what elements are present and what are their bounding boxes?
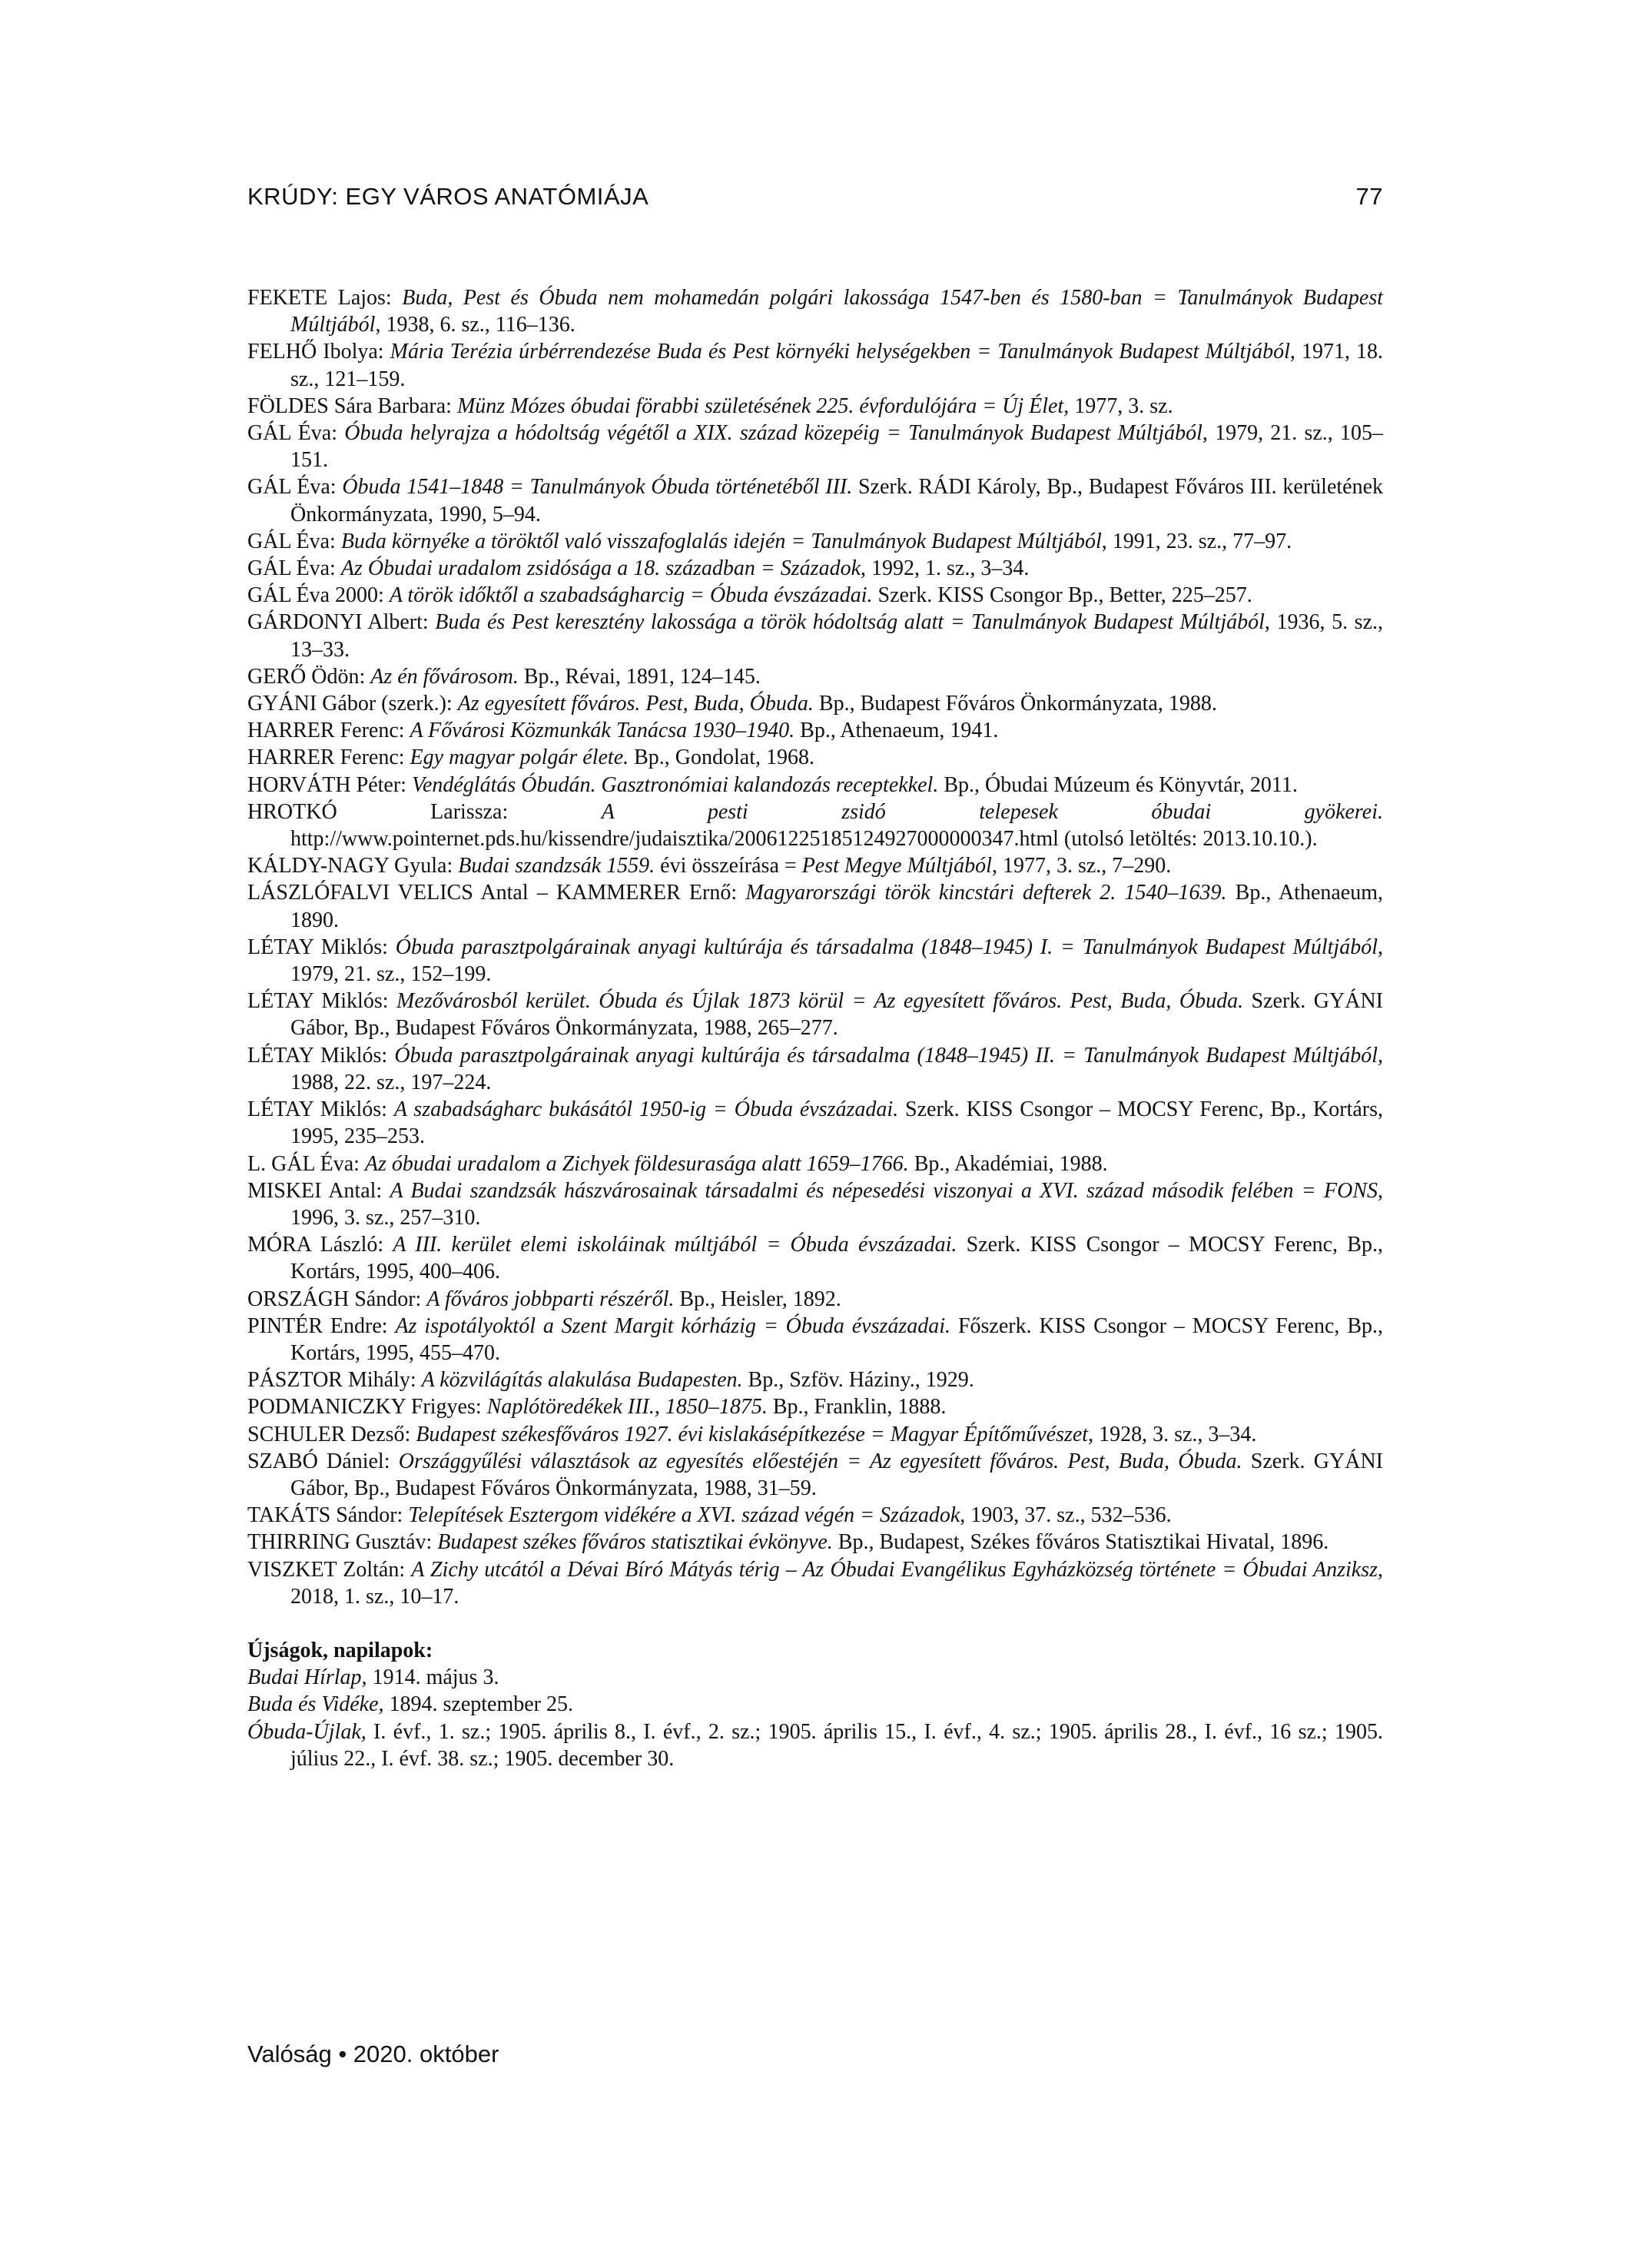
- reference-part: Az óbudai uradalom a Zichyek földesurasága alatt 1659–1766.: [364, 1151, 909, 1176]
- reference-part: Vendéglátás Óbudán. Gasztronómiai kalandozás receptekkel.: [411, 772, 939, 797]
- reference-entry: [247, 852, 1383, 879]
- reference-entry: [247, 528, 1383, 555]
- reference-entry: [247, 420, 1383, 473]
- reference-part: GÁRDONYI Albert:: [247, 610, 436, 635]
- reference-entry: [247, 934, 1383, 988]
- reference-part: , 1996, 3. sz., 257–310.: [290, 1178, 1383, 1230]
- reference-part: A török időktől a szabadságharcig = Óbuda évszázadai.: [389, 583, 873, 608]
- reference-part: A közvilágítás alakulása Budapesten.: [421, 1368, 743, 1393]
- reference-part: GÁL Éva:: [247, 529, 341, 553]
- reference-part: Pest Megye Múltjából: [801, 854, 992, 878]
- newspaper-part: Budai Hírlap,: [247, 1665, 367, 1690]
- reference-part: , 1991, 23. sz., 77–97.: [1101, 529, 1292, 553]
- reference-part: THIRRING Gusztáv:: [247, 1530, 438, 1555]
- reference-part: A pesti zsidó telepesek óbudai gyökerei.: [601, 799, 1383, 824]
- reference-part: Bp., Szföv. Háziny., 1929.: [742, 1368, 974, 1393]
- reference-entry: [247, 690, 1383, 717]
- reference-part: Naplótöredékek III., 1850–1875.: [486, 1395, 768, 1420]
- reference-part: PINTÉR Endre:: [247, 1313, 396, 1338]
- reference-part: Bp., Akadémiai, 1988.: [908, 1151, 1108, 1176]
- reference-part: , 1992, 1. sz., 3–34.: [861, 556, 1030, 581]
- reference-part: Münz Mózes óbudai förabbi születésének 225. évfordulójára = Új Élet: [456, 393, 1064, 418]
- reference-part: KÁLDY-NAGY Gyula:: [247, 854, 459, 878]
- bibliography: [247, 284, 1383, 1772]
- reference-part: Szerk. GYÁNI Gábor, Bp., Budapest Főváros Önkormányzata, 1988, 265–277.: [290, 989, 1384, 1041]
- reference-part: , 1988, 22. sz., 197–224.: [290, 1043, 1383, 1094]
- reference-part: MÓRA László:: [247, 1233, 393, 1257]
- reference-entry: [247, 988, 1383, 1041]
- reference-entry: [247, 393, 1383, 420]
- reference-part: SCHULER Dezső:: [247, 1422, 416, 1446]
- reference-part: , 1936, 5. sz., 13–33.: [290, 610, 1384, 662]
- reference-part: Mezővárosból kerület. Óbuda és Újlak 1873 körül = Az egyesített főváros. Pest, Buda, Óbuda.: [396, 989, 1244, 1014]
- reference-part: Buda és Pest keresztény lakossága a török hódoltság alatt = Tanulmányok Budapest Múltjából: [435, 610, 1265, 635]
- reference-entry: [247, 609, 1383, 662]
- reference-part: Szerk. KISS Csongor – MOCSY Ferenc, Bp., Kortárs, 1995, 235–253.: [290, 1097, 1383, 1149]
- reference-part: PÁSZTOR Mihály:: [247, 1368, 422, 1393]
- reference-entry: [247, 1231, 1383, 1285]
- newspaper-part: Buda és Vidéke,: [247, 1692, 384, 1717]
- reference-part: Bp., Franklin, 1888.: [767, 1395, 947, 1420]
- reference-part: MISKEI Antal:: [247, 1178, 390, 1203]
- reference-entry: [247, 799, 1383, 852]
- reference-part: A Zichy utcától a Dévai Bíró Mátyás térig – Az Óbudai Evangélikus Egyházközség története = Óbudai Anziksz: [411, 1557, 1378, 1582]
- reference-part: Óbuda 1541–1848 = Tanulmányok Óbuda történetéből III.: [342, 475, 853, 500]
- reference-part: Az egyesített főváros. Pest, Buda, Óbuda.: [457, 692, 814, 716]
- reference-part: Szerk. RÁDI Károly, Bp., Budapest Főváros III. kerületének Önkormányzata, 1990, 5–94.: [290, 475, 1383, 526]
- reference-part: LÉTAY Miklós:: [247, 935, 396, 959]
- reference-part: , 2018, 1. sz., 10–17.: [290, 1557, 1383, 1609]
- reference-part: , 1977, 3. sz., 7–290.: [991, 854, 1172, 878]
- reference-entry: [247, 1177, 1383, 1231]
- reference-part: Bp., Óbudai Múzeum és Könyvtár, 2011.: [938, 772, 1298, 797]
- reference-part: Bp., Budapest, Székes főváros Statisztikai Hivatal, 1896.: [832, 1530, 1329, 1555]
- reference-part: , 1979, 21. sz., 105–151.: [290, 421, 1383, 473]
- newspaper-entry: [247, 1691, 1383, 1718]
- newspapers-heading: Újságok, napilapok:: [247, 1638, 433, 1662]
- reference-entry: [247, 879, 1383, 933]
- reference-entry: [247, 1556, 1383, 1610]
- reference-entry: [247, 284, 1383, 338]
- reference-entry: [247, 1313, 1383, 1366]
- reference-part: GYÁNI Gábor (szerk.):: [247, 692, 458, 716]
- reference-part: Buda környéke a töröktől való visszafoglalás idején = Tanulmányok Budapest Múltjából: [340, 529, 1102, 553]
- reference-part: Az Óbudai uradalom zsidósága a 18. században = Századok: [340, 556, 861, 581]
- reference-part: PODMANICZKY Frigyes:: [247, 1395, 487, 1420]
- reference-part: Bp., Athenaeum, 1890.: [290, 881, 1384, 932]
- newspaper-entry: [247, 1664, 1383, 1691]
- reference-part: FEKETE Lajos:: [247, 286, 403, 310]
- reference-entry: [247, 1529, 1383, 1556]
- reference-part: , 1971, 18. sz., 121–159.: [290, 340, 1383, 391]
- reference-entry: [247, 1151, 1383, 1177]
- reference-part: SZABÓ Dániel:: [247, 1449, 399, 1473]
- reference-part: Bp., Athenaeum, 1941.: [794, 719, 999, 743]
- reference-entry: [247, 772, 1383, 799]
- reference-part: Bp., Heisler, 1892.: [674, 1287, 841, 1311]
- reference-part: , 1928, 3. sz., 3–34.: [1088, 1422, 1257, 1446]
- reference-part: Szerk. KISS Csongor – MOCSY Ferenc, Bp., Kortárs, 1995, 400–406.: [290, 1233, 1383, 1284]
- newspaper-part: I. évf., 1. sz.; 1905. április 8., I. évf., 2. sz.; 1905. április 15., I. évf., 4. sz.; 1905. április 28., I. évf., 16 sz.; 1905. július 22., I. évf. 38. sz.; 1905. december 30.: [290, 1719, 1383, 1771]
- reference-part: LÉTAY Miklós:: [247, 1097, 394, 1122]
- footer: Valóság • 2020. október: [247, 2041, 499, 2067]
- reference-entry: [247, 1286, 1383, 1313]
- reference-part: Mária Terézia úrbérrendezése Buda és Pest környéki helységekben = Tanulmányok Budapest Múltjából: [390, 340, 1290, 364]
- reference-entry: [247, 473, 1383, 527]
- reference-part: HARRER Ferenc:: [247, 745, 410, 770]
- reference-entry: [247, 744, 1383, 771]
- newspaper-part: Óbuda-Újlak,: [247, 1719, 367, 1744]
- reference-entry: [247, 1502, 1383, 1529]
- reference-part: Szerk. KISS Csongor Bp., Better, 225–257.: [872, 583, 1252, 608]
- reference-part: Bp., Budapest Főváros Önkormányzata, 1988.: [813, 692, 1217, 716]
- reference-part: Egy magyar polgár élete.: [410, 745, 629, 770]
- reference-part: LÉTAY Miklós:: [247, 1043, 395, 1068]
- reference-part: , 1938, 6. sz., 116–136.: [375, 313, 576, 337]
- reference-part: http://www.pointernet.pds.hu/kissendre/judaisztika/20061225185124927000000347.html (utolsó letöltés: 2013.10.10.).: [290, 827, 1318, 852]
- reference-part: A szabadságharc bukásától 1950-ig = Óbuda évszázadai.: [393, 1097, 899, 1122]
- running-header: [247, 183, 1383, 221]
- reference-part: A III. kerület elemi iskoláinak múltjából = Óbuda évszázadai.: [393, 1233, 957, 1257]
- reference-part: Országgyűlési választások az egyesítés előestéjén = Az egyesített főváros. Pest, Buda, Óbuda.: [398, 1449, 1242, 1473]
- reference-part: L. GÁL Éva:: [247, 1151, 365, 1176]
- reference-part: Óbuda parasztpolgárainak anyagi kultúrája és társadalma (1848–1945) II. = Tanulmányok Budapest Múltjából: [394, 1043, 1378, 1068]
- reference-part: Az ispotályoktól a Szent Margit kórházig = Óbuda évszázadai.: [395, 1313, 951, 1338]
- reference-part: VISZKET Zoltán:: [247, 1557, 412, 1582]
- page-number: 77: [1355, 183, 1383, 210]
- reference-part: Magyarországi török kincstári defterek 2. 1540–1639.: [745, 881, 1227, 905]
- reference-part: , 1903, 37. sz., 532–536.: [960, 1503, 1172, 1528]
- reference-part: Főszerk. KISS Csongor – MOCSY Ferenc, Bp., Kortárs, 1995, 455–470.: [290, 1313, 1383, 1365]
- reference-part: FÖLDES Sára Barbara:: [247, 393, 457, 418]
- reference-part: , 1979, 21. sz., 152–199.: [290, 935, 1383, 987]
- reference-part: GÁL Éva:: [247, 556, 341, 581]
- reference-part: A Budai szandzsák hászvárosainak társadalmi és népesedési viszonyai a XVI. század második felében = FONS: [390, 1178, 1378, 1203]
- newspaper-part: 1914. május 3.: [367, 1665, 499, 1690]
- reference-part: GÁL Éva:: [247, 475, 343, 500]
- reference-entry: [247, 717, 1383, 744]
- reference-entry: [247, 663, 1383, 690]
- reference-entry: [247, 338, 1383, 392]
- reference-part: GÁL Éva:: [247, 421, 345, 446]
- reference-part: TAKÁTS Sándor:: [247, 1503, 409, 1528]
- reference-part: Szerk. GYÁNI Gábor, Bp., Budapest Főváros Önkormányzata, 1988, 31–59.: [290, 1449, 1383, 1500]
- reference-part: Telepítések Esztergom vidékére a XVI. század végén = Századok: [408, 1503, 960, 1528]
- reference-part: Budai szandzsák 1559.: [458, 854, 655, 878]
- reference-part: HARRER Ferenc:: [247, 719, 410, 743]
- reference-part: HORVÁTH Péter:: [247, 772, 412, 797]
- reference-entry: [247, 1448, 1383, 1502]
- reference-part: LÉTAY Miklós:: [247, 989, 396, 1014]
- reference-part: Budapest székesfőváros 1927. évi kislakásépítkezése = Magyar Építőművészet: [416, 1422, 1089, 1446]
- newspaper-list: [247, 1664, 1383, 1772]
- reference-part: Budapest székes főváros statisztikai évkönyve.: [437, 1530, 833, 1555]
- reference-entry: [247, 1042, 1383, 1096]
- reference-part: ORSZÁGH Sándor:: [247, 1287, 427, 1311]
- reference-part: A Fővárosi Közmunkák Tanácsa 1930–1940.: [410, 719, 795, 743]
- reference-part: Óbuda helyrajza a hódoltság végétől a XIX. század közepéig = Tanulmányok Budapest Múltjából: [344, 421, 1202, 446]
- reference-entry: [247, 1421, 1383, 1448]
- reference-part: HROTKÓ Larissza:: [247, 799, 602, 824]
- reference-part: Bp., Révai, 1891, 124–145.: [518, 664, 761, 689]
- reference-entry: [247, 582, 1383, 609]
- reference-list: [247, 284, 1383, 1610]
- reference-entry: [247, 1096, 1383, 1150]
- reference-part: Óbuda parasztpolgárainak anyagi kultúrája és társadalma (1848–1945) I. = Tanulmányok Budapest Múltjából: [395, 935, 1378, 959]
- reference-part: évi összeírása =: [655, 854, 802, 878]
- reference-part: LÁSZLÓFALVI VELICS Antal – KAMMERER Ernő:: [247, 881, 746, 905]
- reference-entry: [247, 1366, 1383, 1393]
- reference-part: FELHŐ Ibolya:: [247, 340, 390, 364]
- reference-part: Bp., Gondolat, 1968.: [629, 745, 815, 770]
- newspaper-part: 1894. szeptember 25.: [383, 1692, 574, 1717]
- running-title: KRÚDY: EGY VÁROS ANATÓMIÁJA: [247, 183, 649, 210]
- reference-part: , 1977, 3. sz.: [1063, 393, 1173, 418]
- reference-part: GERŐ Ödön:: [247, 664, 371, 689]
- newspaper-entry: [247, 1718, 1383, 1772]
- reference-part: A főváros jobbparti részéről.: [426, 1287, 675, 1311]
- reference-entry: [247, 1393, 1383, 1420]
- reference-part: Buda, Pest és Óbuda nem mohamedán polgári lakossága 1547-ben és 1580-ban = Tanulmányok Budapest Múltjából: [290, 286, 1384, 337]
- reference-part: Az én fővárosom.: [370, 664, 519, 689]
- reference-entry: [247, 555, 1383, 582]
- reference-part: GÁL Éva 2000:: [247, 583, 390, 608]
